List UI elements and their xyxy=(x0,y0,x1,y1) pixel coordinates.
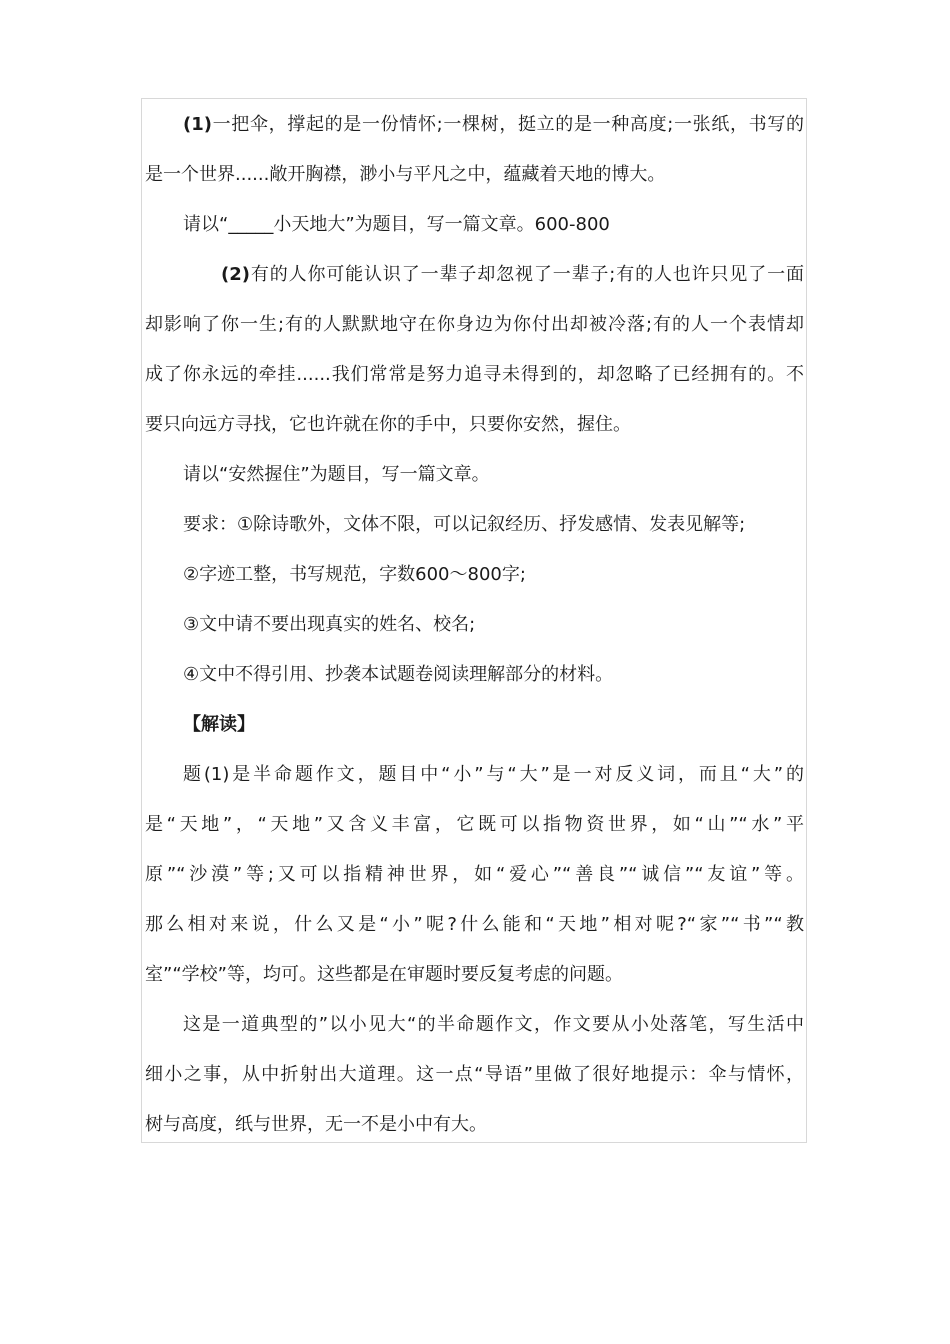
analysis-line-7: 细小之事，从中折射出大道理。这一点“导语”里做了很好地提示：伞与情怀， xyxy=(145,1064,804,1085)
analysis-line-8: 树与高度，纸与世界，无一不是小中有大。 xyxy=(145,1114,487,1135)
requirement-4: ④文中不得引用、抄袭本试题卷阅读理解部分的材料。 xyxy=(183,664,614,685)
analysis-line-5: 室”“学校”等，均可。这些都是在审题时要反复考虑的问题。 xyxy=(145,964,623,985)
prompt-2-line-2: 却影响了你一生;有的人默默地守在你身边为你付出却被冷落;有的人一个表情却 xyxy=(145,314,804,335)
analysis-heading: 【解读】 xyxy=(183,714,255,735)
prompt-1-number: (1) xyxy=(183,114,212,135)
analysis-line-1: 题(1)是半命题作文，题目中“小”与“大”是一对反义词，而且“大”的 xyxy=(183,764,804,785)
analysis-line-6: 这是一道典型的”以小见大“的半命题作文，作文要从小处落笔，写生活中 xyxy=(183,1014,804,1035)
prompt-1-instruction: 请以“_____小天地大”为题目，写一篇文章。600-800 xyxy=(183,214,610,235)
prompt-2-line-1: (2)有的人你可能认识了一辈子却忽视了一辈子;有的人也许只见了一面 xyxy=(221,264,804,285)
analysis-line-3: 原”“沙漠”等;又可以指精神世界，如“爱心”“善良”“诚信”“友谊”等。 xyxy=(145,864,804,885)
analysis-line-4: 那么相对来说，什么又是“小”呢?什么能和“天地”相对呢?“家”“书”“教 xyxy=(145,914,804,935)
requirement-1: 要求：①除诗歌外，文体不限，可以记叙经历、抒发感情、发表见解等; xyxy=(183,514,746,535)
prompt-2-instruction: 请以“安然握住”为题目，写一篇文章。 xyxy=(183,464,490,485)
prompt-1-line-1: (1)一把伞，撑起的是一份情怀;一棵树，挺立的是一种高度;一张纸，书写的 xyxy=(183,114,804,135)
document-content xyxy=(141,98,807,1143)
prompt-2-number: (2) xyxy=(221,264,250,285)
requirement-2: ②字迹工整，书写规范，字数600～800字; xyxy=(183,564,526,585)
prompt-2-line-3: 成了你永远的牵挂......我们常常是努力追寻未得到的，却忽略了已经拥有的。不 xyxy=(145,364,804,385)
requirement-3: ③文中请不要出现真实的姓名、校名; xyxy=(183,614,476,635)
prompt-2-line-4: 要只向远方寻找，它也许就在你的手中，只要你安然，握住。 xyxy=(145,414,631,435)
analysis-line-2: 是“天地”，“天地”又含义丰富，它既可以指物资世界，如“山”“水”平 xyxy=(145,814,804,835)
prompt-1-line-2: 是一个世界......敞开胸襟，渺小与平凡之中，蕴藏着天地的博大。 xyxy=(145,164,666,185)
